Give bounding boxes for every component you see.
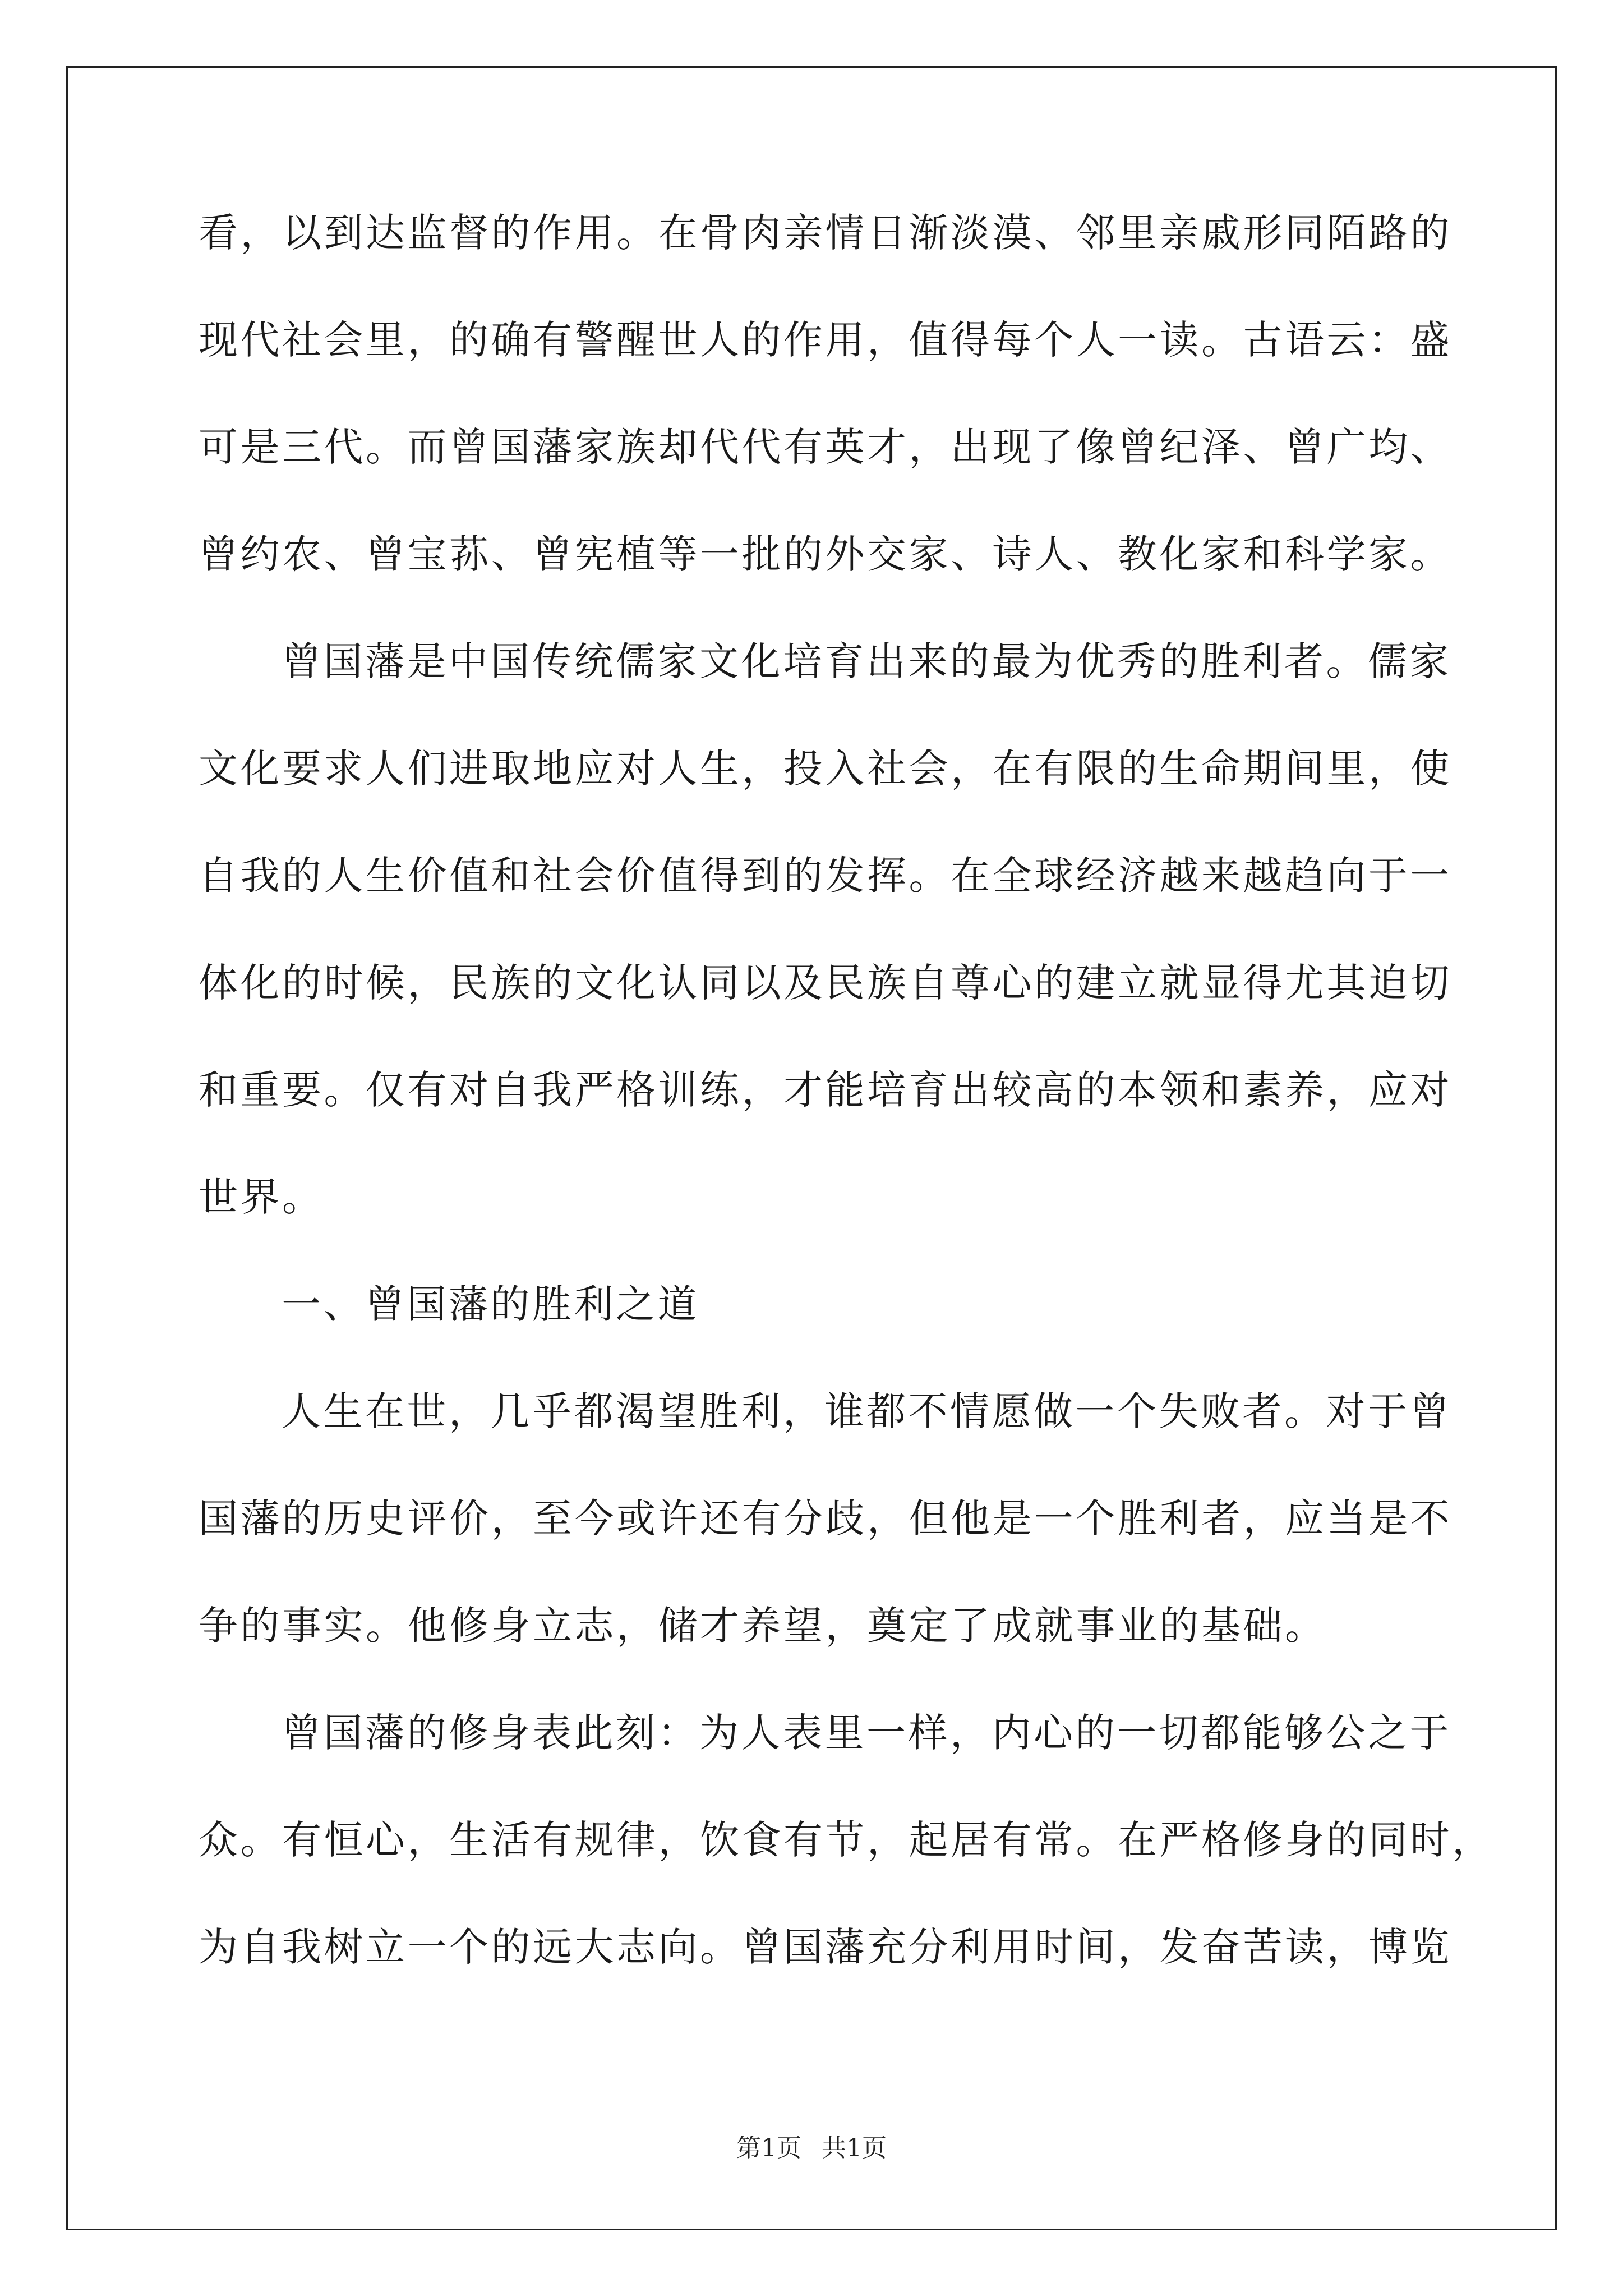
- text-line: 世界。: [199, 1174, 324, 1220]
- document-body: [199, 210, 1494, 2035]
- text-line: 众。有恒心，生活有规律，饮食有节，起居有常。在严格修身的同时，: [199, 1817, 1494, 1863]
- text-line: 曾国藩是中国传统儒家文化培育出来的最为优秀的胜利者。儒家: [282, 638, 1451, 684]
- text-line: 看，以到达监督的作用。在骨肉亲情日渐淡漠、邻里亲戚形同陌路的: [199, 210, 1452, 256]
- text-line: 体化的时候，民族的文化认同以及民族自尊心的建立就显得尤其迫切: [199, 960, 1452, 1006]
- section-heading: 一、曾国藩的胜利之道: [282, 1281, 699, 1327]
- text-line: 曾约农、曾宝荪、曾宪植等一批的外交家、诗人、教化家和科学家。: [199, 531, 1452, 577]
- text-line: 为自我树立一个的远大志向。曾国藩充分利用时间，发奋苦读，博览: [199, 1924, 1452, 1970]
- text-line: 和重要。仅有对自我严格训练，才能培育出较高的本领和素养，应对: [199, 1067, 1452, 1113]
- text-line: 曾国藩的修身表此刻：为人表里一样，内心的一切都能够公之于: [282, 1710, 1451, 1756]
- page-number: 第1页: [736, 2134, 801, 2162]
- text-line: 自我的人生价值和社会价值得到的发挥。在全球经济越来越趋向于一: [199, 853, 1452, 899]
- text-line: 争的事实。他修身立志，储才养望，奠定了成就事业的基础。: [199, 1603, 1327, 1649]
- page-total: 共1页: [822, 2134, 887, 2162]
- text-line: 文化要求人们进取地应对人生，投入社会，在有限的生命期间里，使: [199, 746, 1452, 792]
- text-line: 人生在世，几乎都渴望胜利，谁都不情愿做一个失败者。对于曾: [282, 1388, 1451, 1434]
- page-footer: [0, 2136, 1623, 2161]
- text-line: 现代社会里，的确有警醒世人的作用，值得每个人一读。古语云：盛: [199, 317, 1452, 363]
- text-line: 国藩的历史评价，至今或许还有分歧，但他是一个胜利者，应当是不: [199, 1496, 1452, 1542]
- text-line: 可是三代。而曾国藩家族却代代有英才，出现了像曾纪泽、曾广均、: [199, 424, 1452, 470]
